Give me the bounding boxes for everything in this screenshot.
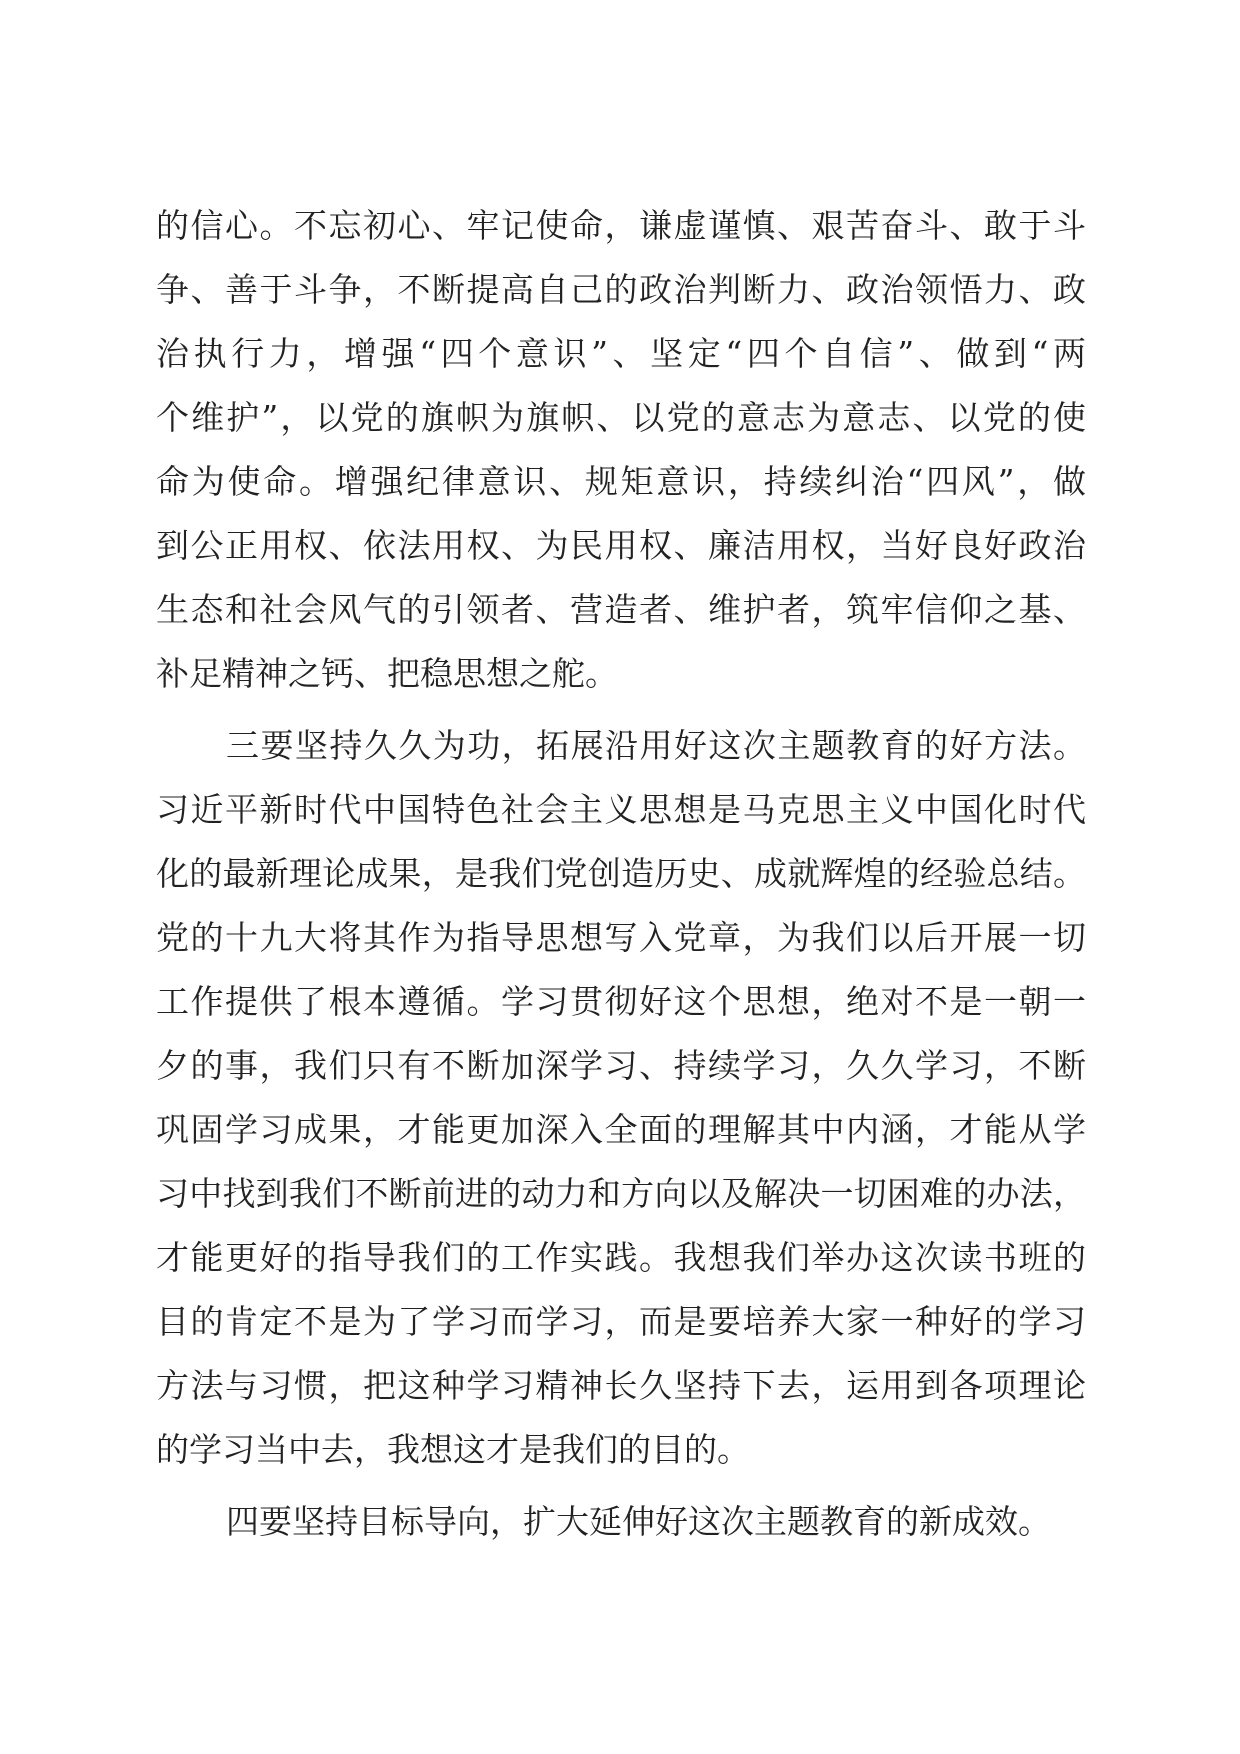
text-line: 习中找到我们不断前进的动力和方向以及解决一切困难的办法，: [156, 1174, 1086, 1213]
text-line: 工作提供了根本遵循。学习贯彻好这个思想，绝对不是一朝一: [156, 982, 1086, 1021]
text-line: 命为使命。增强纪律意识、规矩意识，持续纠治“四风”，做: [156, 462, 1086, 501]
text-line: 化的最新理论成果，是我们党创造历史、成就辉煌的经验总结。: [156, 854, 1086, 893]
text-line: 党的十九大将其作为指导思想写入党章，为我们以后开展一切: [156, 918, 1086, 957]
text-line: 个维护”，以党的旗帜为旗帜、以党的意志为意志、以党的使: [156, 398, 1086, 437]
text-line: 四要坚持目标导向，扩大延伸好这次主题教育的新成效。: [226, 1502, 1051, 1541]
paragraph-2: [156, 714, 1086, 1482]
text-line: 目的肯定不是为了学习而学习，而是要培养大家一种好的学习: [156, 1302, 1086, 1341]
text-line: 三要坚持久久为功，拓展沿用好这次主题教育的好方法。: [226, 726, 1086, 765]
paragraph-3: [156, 1490, 1086, 1554]
text-line: 补足精神之钙、把稳思想之舵。: [156, 654, 618, 693]
paragraph-1: [156, 194, 1086, 706]
text-line: 方法与习惯，把这种学习精神长久坚持下去，运用到各项理论: [156, 1366, 1086, 1405]
text-line: 的信心。不忘初心、牢记使命，谦虚谨慎、艰苦奋斗、敢于斗: [156, 206, 1086, 245]
text-line: 治执行力，增强“四个意识”、坚定“四个自信”、做到“两: [156, 334, 1086, 373]
text-line: 的学习当中去，我想这才是我们的目的。: [156, 1430, 750, 1469]
paragraph-gap: [156, 1482, 1086, 1490]
text-line: 到公正用权、依法用权、为民用权、廉洁用权，当好良好政治: [156, 526, 1086, 565]
text-line: 才能更好的指导我们的工作实践。我想我们举办这次读书班的: [156, 1238, 1086, 1277]
paragraph-gap: [156, 706, 1086, 714]
text-line: 巩固学习成果，才能更加深入全面的理解其中内涵，才能从学: [156, 1110, 1086, 1149]
text-line: 习近平新时代中国特色社会主义思想是马克思主义中国化时代: [156, 790, 1086, 829]
text-line: 争、善于斗争，不断提高自己的政治判断力、政治领悟力、政: [156, 270, 1086, 309]
text-line: 生态和社会风气的引领者、营造者、维护者，筑牢信仰之基、: [156, 590, 1086, 629]
body-text: [156, 194, 1086, 1554]
text-line: 夕的事，我们只有不断加深学习、持续学习，久久学习，不断: [156, 1046, 1086, 1085]
